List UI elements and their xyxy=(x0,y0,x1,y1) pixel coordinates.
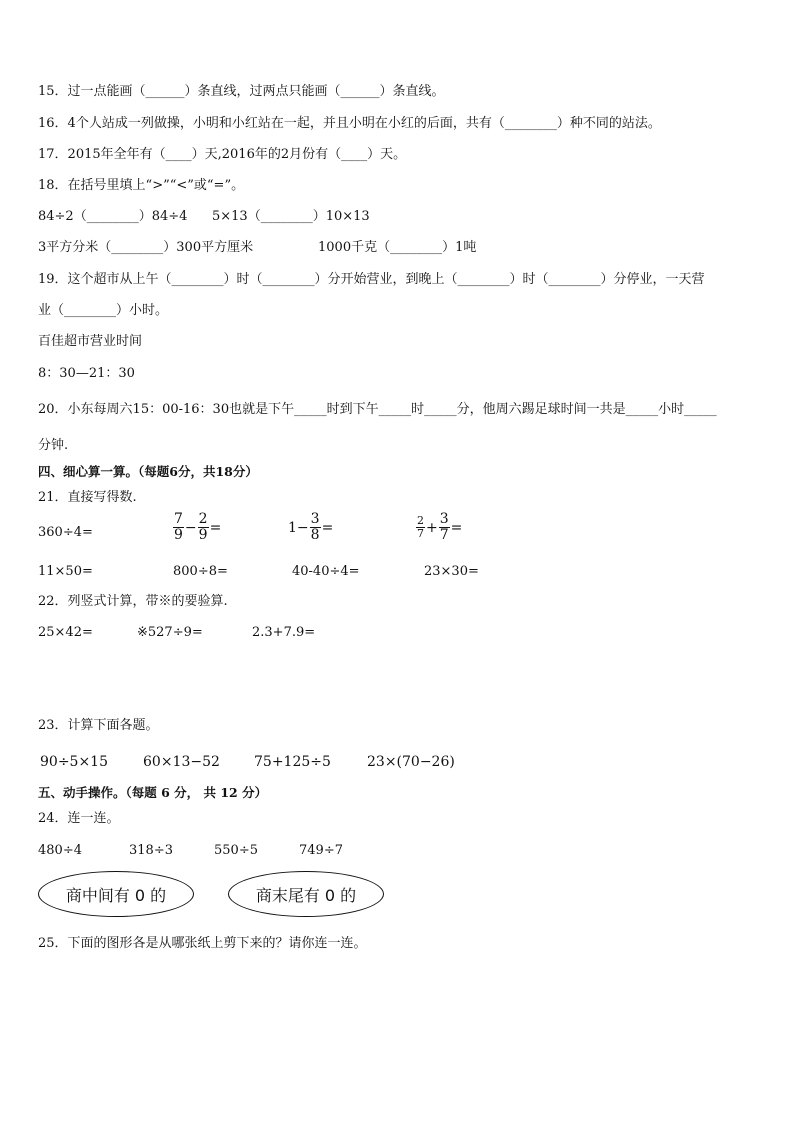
oval-quotient-middle-zero[interactable] xyxy=(38,871,194,917)
numerator: 3 xyxy=(439,511,449,527)
q21-item-e: 11×50= xyxy=(38,564,93,579)
oval-label: 商末尾有 0 的 xyxy=(255,885,357,905)
q21-item-b xyxy=(173,512,222,543)
denominator: 9 xyxy=(174,527,183,543)
question-17: 17．2015年全年有（____）天,2016年的2月份有（____）天。 xyxy=(38,147,407,162)
question-18: 18．在括号里填上“>”“<”或“=”。 xyxy=(38,178,245,193)
q21-item-a: 360÷4= xyxy=(38,525,93,540)
section-5-heading: 五、动手操作。（每题 6 分， 共 12 分） xyxy=(38,785,268,800)
equals: = xyxy=(321,519,334,536)
question-25: 25．下面的图形各是从哪张纸上剪下来的？请你连一连。 xyxy=(38,936,367,951)
q23-item: 90÷5×15 xyxy=(40,754,108,770)
question-18-line1-b: 5×13（________）10×13 xyxy=(212,209,370,224)
question-19-line1: 19．这个超市从上午（________）时（________）分开始营业，到晚上（________）时（________）分停业，一天营 xyxy=(38,272,705,287)
q22-item: ※527÷9= xyxy=(137,625,203,640)
question-23: 23．计算下面各题。 xyxy=(38,718,159,733)
operator: + xyxy=(426,519,438,536)
q22-item: 2.3+7.9= xyxy=(252,625,316,640)
question-20-line2: 分钟. xyxy=(38,438,69,453)
question-20-line1: 20．小东每周六15：00-16：30也就是下午_____时到下午_____时_____分，他周六踢足球时间一共是_____小时_____ xyxy=(38,402,717,417)
q21-item-d xyxy=(416,512,463,543)
equals: = xyxy=(450,519,463,536)
question-18-line2-a: 3平方分米（________）300平方厘米 xyxy=(38,240,254,255)
q24-expression: 749÷7 xyxy=(299,843,343,858)
q22-item: 25×42= xyxy=(38,625,93,640)
denominator: 7 xyxy=(417,527,424,540)
section-4-heading: 四、细心算一算。（每题6分，共18分） xyxy=(38,464,258,479)
fraction xyxy=(416,515,425,540)
q23-item: 75+125÷5 xyxy=(254,754,331,770)
oval-quotient-end-zero[interactable] xyxy=(228,871,384,917)
fraction xyxy=(198,512,209,543)
fraction xyxy=(173,512,184,543)
q24-expression: 550÷5 xyxy=(214,843,258,858)
prefix: 1− xyxy=(288,519,309,536)
numerator: 2 xyxy=(198,511,208,527)
q23-item: 23×(70−26) xyxy=(367,754,455,770)
question-18-line1-a: 84÷2（________）84÷4 xyxy=(38,209,188,224)
q21-item-f: 800÷8= xyxy=(173,564,228,579)
denominator: 7 xyxy=(439,527,449,543)
operator: − xyxy=(184,519,197,536)
question-19-line2: 业（________）小时。 xyxy=(38,303,169,318)
denominator: 9 xyxy=(198,527,208,543)
equals: = xyxy=(209,519,222,536)
q23-item: 60×13−52 xyxy=(143,754,220,770)
numerator: 2 xyxy=(417,514,424,527)
fraction xyxy=(439,512,450,543)
question-15: 15．过一点能画（______）条直线，过两点只能画（______）条直线。 xyxy=(38,84,445,99)
q21-item-g: 40-40÷4= xyxy=(292,564,360,579)
question-21: 21．直接写得数. xyxy=(38,490,137,505)
numerator: 7 xyxy=(174,511,183,527)
question-22: 22．列竖式计算，带※的要验算. xyxy=(38,594,228,609)
question-16: 16．4个人站成一列做操，小明和小红站在一起，并且小明在小红的后面，共有（________）种不同的站法。 xyxy=(38,116,661,131)
denominator: 8 xyxy=(310,527,320,543)
fraction xyxy=(310,512,321,543)
numerator: 3 xyxy=(310,511,320,527)
q24-expression: 480÷4 xyxy=(38,843,82,858)
store-name: 百佳超市营业时间 xyxy=(38,334,143,349)
q21-item-c xyxy=(287,512,334,543)
store-hours: 8：30—21：30 xyxy=(38,366,135,381)
q21-item-h: 23×30= xyxy=(424,564,479,579)
question-18-line2-b: 1000千克（________）1吨 xyxy=(318,240,477,255)
question-24: 24．连一连。 xyxy=(38,811,120,826)
q24-expression: 318÷3 xyxy=(129,843,173,858)
oval-label: 商中间有 0 的 xyxy=(65,885,167,905)
